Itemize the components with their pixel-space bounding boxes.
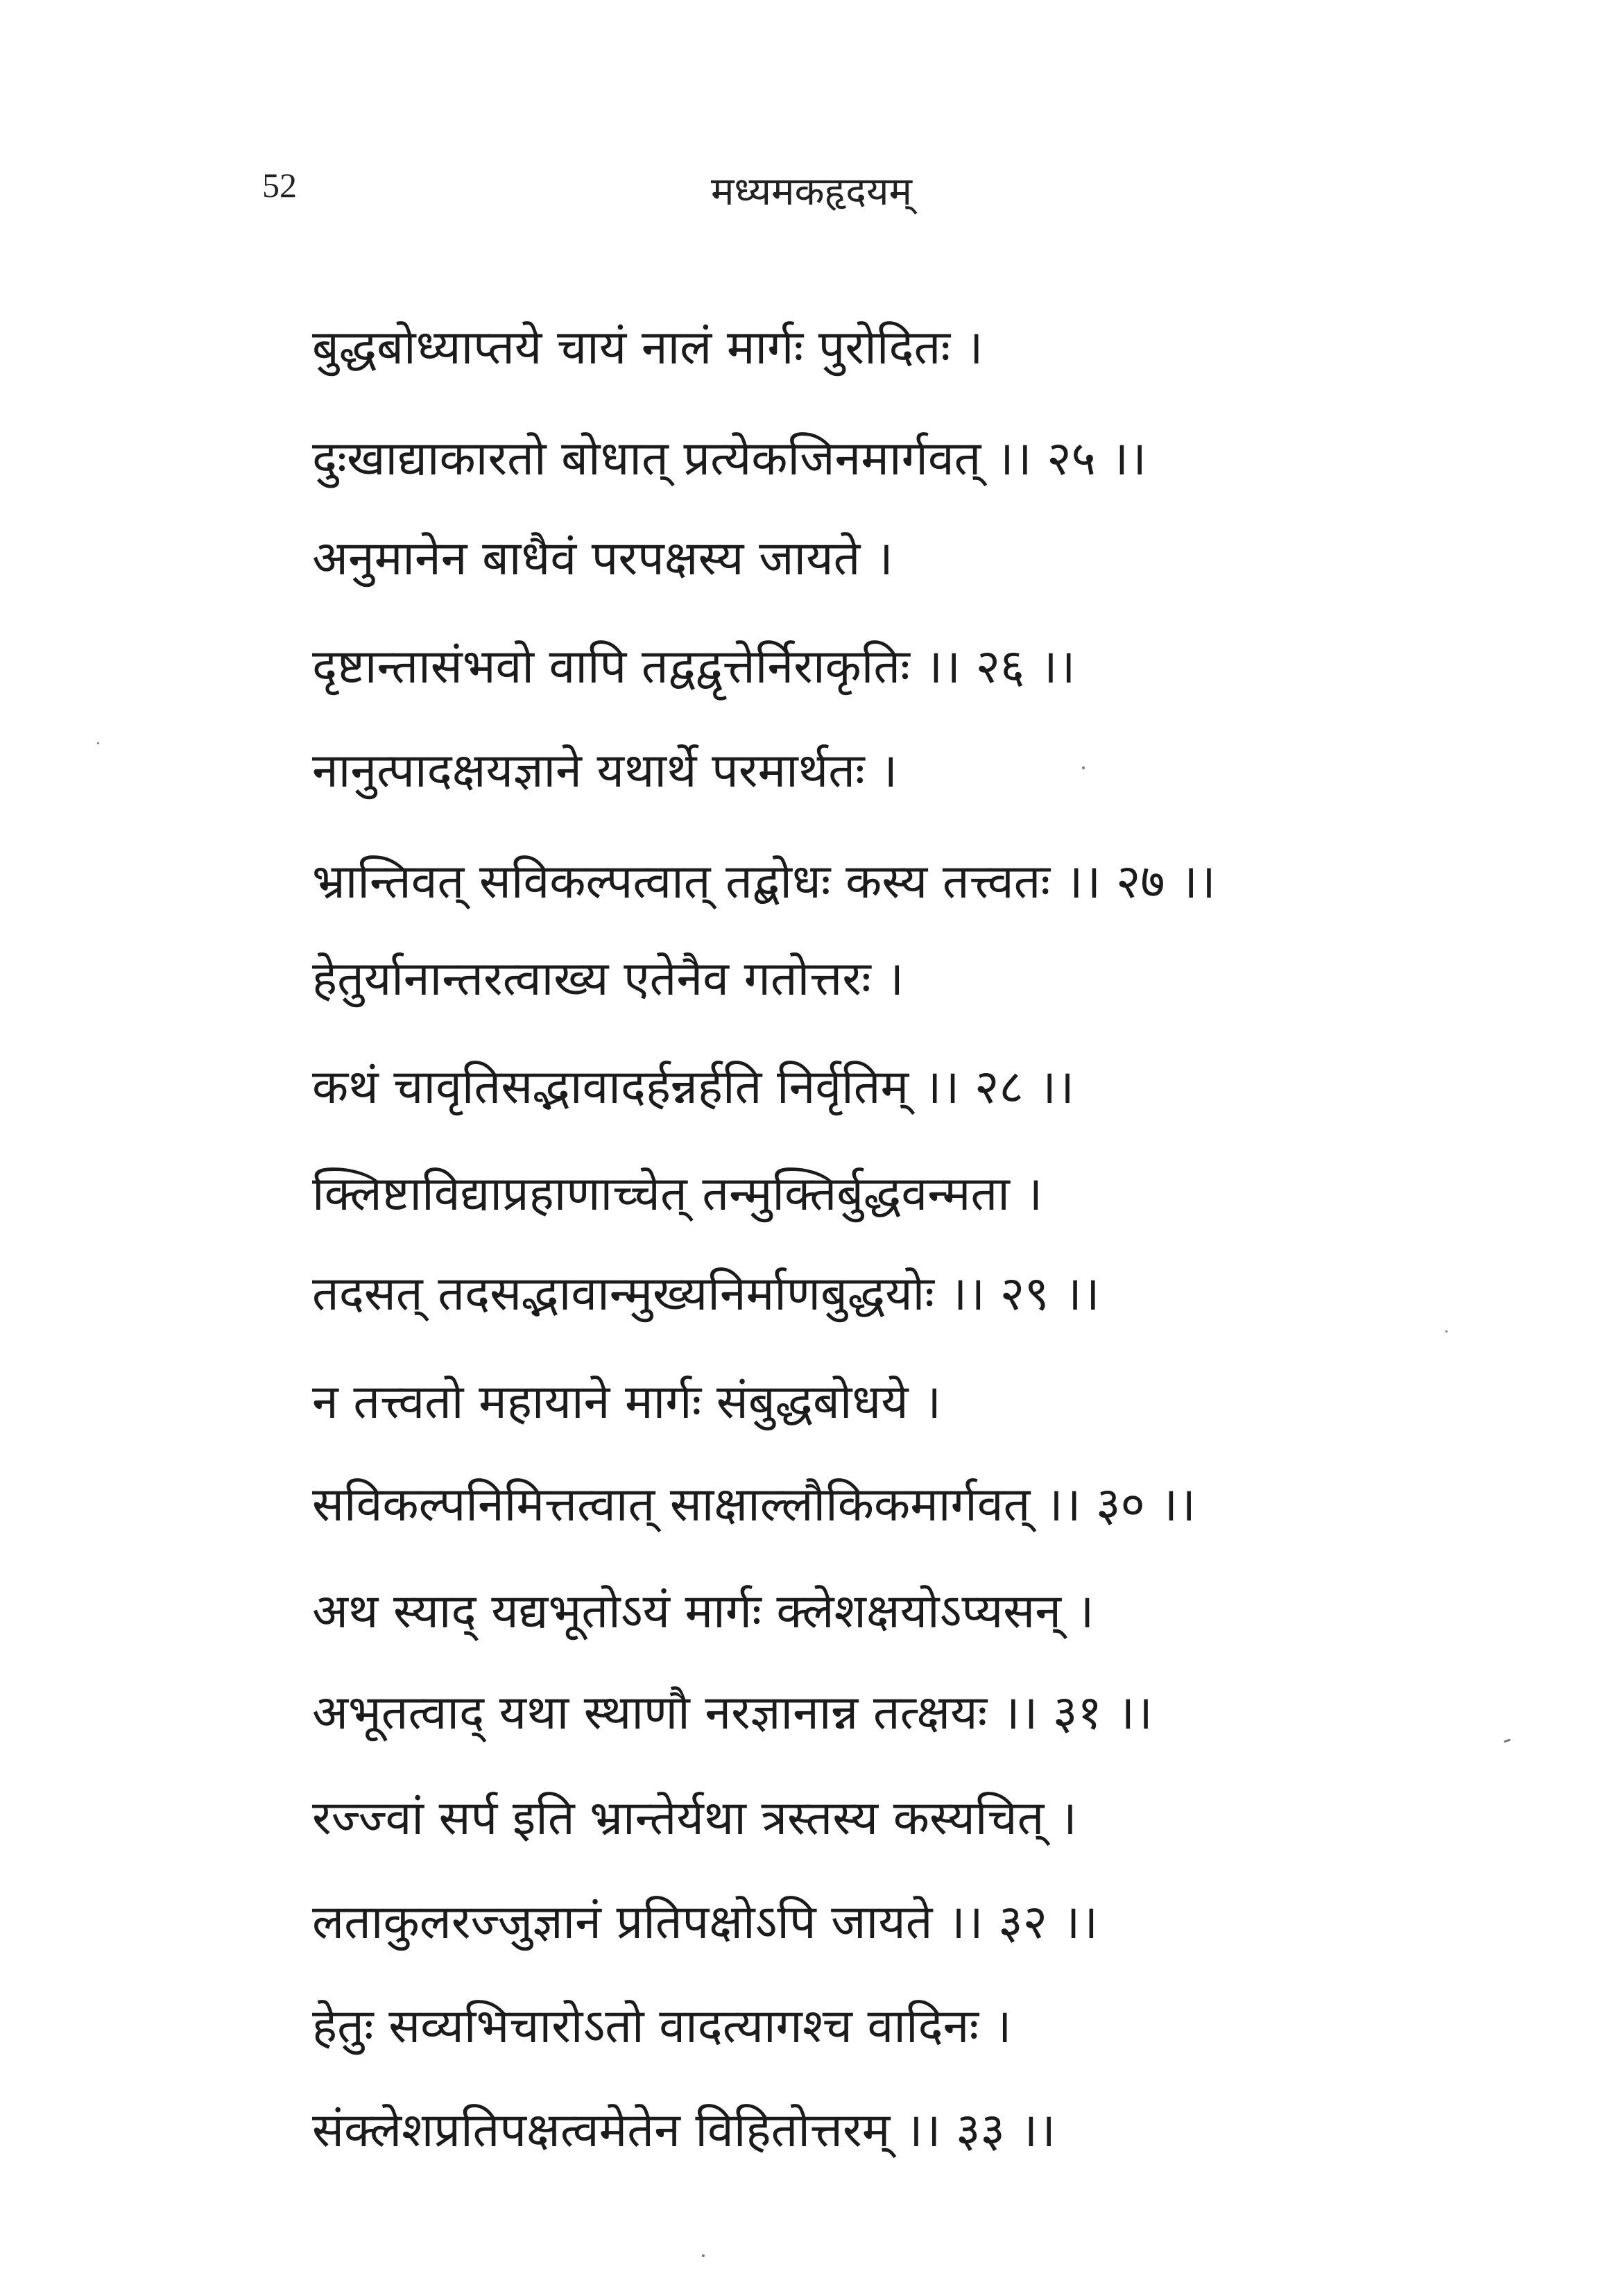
scan-speck: [702, 2254, 705, 2257]
verse-27-line-2: भ्रान्तिवत् सविकल्पत्वात् तद्बोधः कस्य तत्त्वतः ।। २७ ।।: [312, 855, 1216, 909]
verse-33-line-2: संक्लेशप्रतिपक्षत्वमेतेन विहितोत्तरम् ।। ३३ ।।: [312, 2103, 1056, 2158]
verse-31-line-2: अभूतत्वाद् यथा स्थाणौ नरज्ञानान्न तत्क्षयः ।। ३१ ।।: [312, 1686, 1153, 1740]
scan-speck: [1082, 766, 1085, 769]
verse-33-line-1: हेतुः सव्यभिचारोऽतो वादत्यागश्च वादिनः ।: [312, 1999, 1012, 2054]
verse-29-line-2: तदसत् तदसद्भावान्मुख्यनिर्माणबुद्धयोः ।। २९ ।।: [312, 1267, 1100, 1321]
verse-32-line-1: रज्ज्वां सर्प इति भ्रान्तेर्यथा त्रस्तस्य कस्यचित् ।: [312, 1791, 1077, 1846]
verse-28-line-2: कथं चावृतिसद्भावादर्हन्नर्हति निर्वृतिम् ।। २८ ।।: [312, 1060, 1074, 1115]
verse-29-line-1: क्लिष्टाविद्याप्रहाणाच्चेत् तन्मुक्तिर्बुद्धवन्मता ।: [312, 1167, 1043, 1222]
verse-25-line-1: बुद्धबोध्याप्तये चायं नालं मार्गः पुरोदितः ।: [312, 320, 984, 375]
verse-30-line-1: न तत्त्वतो महायाने मार्गः संबुद्धबोधये ।: [312, 1375, 942, 1430]
running-title: मध्यमकहृदयम्: [710, 169, 913, 214]
scan-speck: [1504, 1738, 1511, 1742]
scan-speck: [1445, 1330, 1448, 1333]
verse-31-line-1: अथ स्याद् यद्यभूतोऽयं मार्गः क्लेशक्षयोऽप्यसन् ।: [312, 1584, 1094, 1639]
verse-32-line-2: लताकुलरज्जुज्ञानं प्रतिपक्षोऽपि जायते ।। ३२ ।।: [312, 1895, 1099, 1950]
scan-speck: [97, 742, 99, 744]
verse-26-line-2: दृष्टान्तासंभवो वापि तद्वद्वृत्तेर्निराकृतिः ।। २६ ।।: [312, 640, 1076, 694]
verse-26-line-1: अनुमानेन बाधैवं परपक्षस्य जायते ।: [312, 531, 893, 586]
verse-30-line-2: सविकल्पनिमित्तत्वात् साक्षाल्लौकिकमार्गवत् ।। ३० ।।: [312, 1477, 1196, 1532]
page-number: 52: [262, 166, 297, 205]
verse-28-line-1: हेतुर्यानान्तरत्वाख्य एतेनैव गतोत्तरः ।: [312, 952, 904, 1006]
verse-25-line-2: दुःखाद्याकारतो बोधात् प्रत्येकजिनमार्गवत् ।। २५ ।।: [312, 431, 1147, 486]
verse-27-line-1: नानुत्पादक्षयज्ञाने यथार्थे परमार्थतः ।: [312, 744, 898, 798]
